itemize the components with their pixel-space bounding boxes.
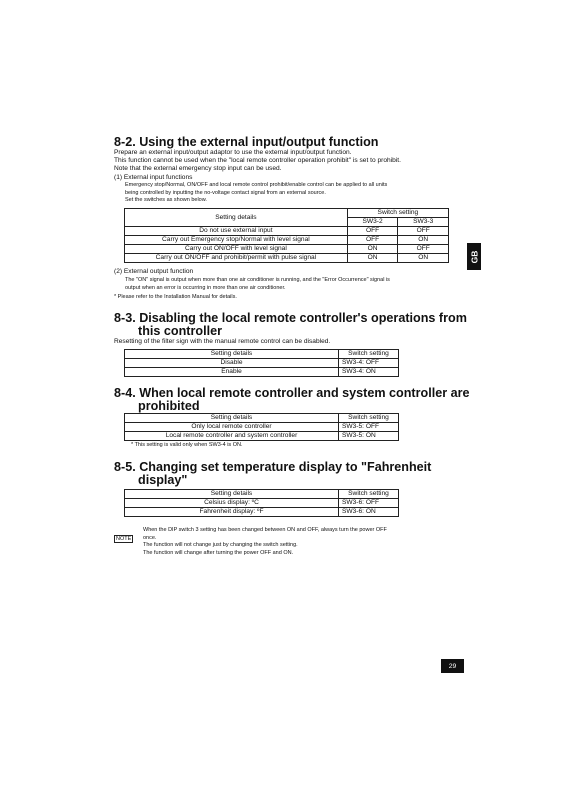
row-detail: Enable bbox=[125, 368, 339, 377]
row-detail: Do not use external input bbox=[125, 227, 348, 236]
note-line: once. bbox=[143, 534, 157, 541]
title-line: prohibited bbox=[138, 399, 200, 413]
section-8-4-footnote: * This setting is valid only when SW3-4 is ON. bbox=[131, 442, 243, 448]
note-line: When the DIP switch 3 setting has been changed between ON and OFF, always turn the power OFF bbox=[143, 527, 387, 533]
external-input-table bbox=[124, 208, 449, 263]
title-line: display" bbox=[138, 473, 188, 487]
title-line: 8-5. Changing set temperature display to "Fahrenheit bbox=[114, 460, 432, 474]
refer-note: * Please refer to the Installation Manual for details. bbox=[114, 294, 237, 300]
row-switch: SW3-4: ON bbox=[339, 368, 399, 377]
table-row bbox=[125, 432, 399, 441]
row-detail: Only local remote controller bbox=[125, 423, 339, 432]
desc-line: The "ON" signal is output when more than one air conditioner is running, and the "Error Occurrence" signal is bbox=[125, 277, 390, 283]
note-line: The function will change after turning the power OFF and ON. bbox=[143, 549, 294, 556]
row-switch: SW3-5: ON bbox=[339, 432, 399, 441]
desc-line: being controlled by inputting the no-voltage contact signal from an external source. bbox=[125, 189, 326, 196]
row-switch: SW3-6: ON bbox=[339, 508, 399, 517]
note-text bbox=[143, 527, 463, 557]
row-switch: SW3-6: OFF bbox=[339, 499, 399, 508]
desc-line: output when an error is occurring in more than one air conditioner. bbox=[125, 284, 286, 291]
output-heading: (2) External output function bbox=[114, 268, 194, 275]
row-detail: Carry out ON/OFF with level signal bbox=[125, 245, 348, 254]
row-switch: SW3-4: OFF bbox=[339, 359, 399, 368]
section-8-2-intro bbox=[114, 149, 459, 182]
header-switch-setting: Switch setting bbox=[347, 209, 448, 218]
table-row bbox=[125, 236, 449, 245]
filter-sign-table bbox=[124, 349, 399, 377]
title-line: this controller bbox=[138, 324, 222, 338]
section-8-4-title bbox=[114, 387, 470, 413]
section-8-3-intro: Resetting of the filter sign with the manual remote control can be disabled. bbox=[114, 338, 331, 345]
row-switch: SW3-5: OFF bbox=[339, 423, 399, 432]
header-sw3-2: SW3-2 bbox=[347, 218, 398, 227]
table-row bbox=[125, 423, 399, 432]
intro-line: Prepare an external input/output adaptor to use the external input/output function. bbox=[114, 149, 352, 156]
title-line: 8-3. Disabling the local remote controller's operations from bbox=[114, 311, 467, 325]
header-switch-setting: Switch setting bbox=[339, 350, 399, 359]
prohibit-table bbox=[124, 413, 399, 441]
row-detail: Fahrenheit display: ºF bbox=[125, 508, 339, 517]
intro-line: This function cannot be used when the "local remote controller operation prohibit" is set to prohibit. bbox=[114, 157, 401, 165]
table-row bbox=[125, 245, 449, 254]
section-8-3-title bbox=[114, 312, 467, 338]
row-sw3-2: OFF bbox=[347, 227, 398, 236]
language-tab bbox=[467, 243, 481, 270]
title-line: 8-4. When local remote controller and system controller are bbox=[114, 386, 470, 400]
input-heading: (1) External input functions bbox=[114, 173, 193, 181]
header-switch-setting: Switch setting bbox=[339, 490, 399, 499]
table-row bbox=[125, 227, 449, 236]
intro-line: Note that the external emergency stop input can be used. bbox=[114, 165, 282, 173]
header-setting-details: Setting details bbox=[125, 414, 339, 423]
row-detail: Carry out ON/OFF and prohibit/permit with pulse signal bbox=[125, 254, 348, 263]
row-detail: Carry out Emergency stop/Normal with level signal bbox=[125, 236, 348, 245]
header-setting-details: Setting details bbox=[125, 490, 339, 499]
row-detail: Local remote controller and system controller bbox=[125, 432, 339, 441]
table-row bbox=[125, 368, 399, 377]
table-row bbox=[125, 359, 399, 368]
table-row bbox=[125, 508, 399, 517]
row-detail: Disable bbox=[125, 359, 339, 368]
note-tag: NOTE bbox=[116, 536, 132, 542]
row-sw3-2: ON bbox=[347, 245, 398, 254]
header-setting-details: Setting details bbox=[125, 209, 348, 227]
header-sw3-3: SW3-3 bbox=[398, 218, 449, 227]
header-switch-setting: Switch setting bbox=[339, 414, 399, 423]
table-row bbox=[125, 254, 449, 263]
note-line: The function will not change just by changing the switch setting. bbox=[143, 542, 298, 549]
desc-line: Emergency stop/Normal, ON/OFF and local remote control prohibit/enable control can be applied to all units bbox=[125, 182, 388, 188]
row-sw3-3: OFF bbox=[398, 245, 449, 254]
row-sw3-3: ON bbox=[398, 254, 449, 263]
temperature-display-table bbox=[124, 489, 399, 517]
desc-line: Set the switches as shown below. bbox=[125, 197, 207, 204]
row-sw3-2: OFF bbox=[347, 236, 398, 245]
header-setting-details: Setting details bbox=[125, 350, 339, 359]
section-8-5-title bbox=[114, 461, 431, 487]
row-sw3-3: OFF bbox=[398, 227, 449, 236]
language-tab-label: GB bbox=[469, 250, 479, 263]
page-number: 29 bbox=[441, 659, 464, 673]
table-row bbox=[125, 499, 399, 508]
row-sw3-2: ON bbox=[347, 254, 398, 263]
row-sw3-3: ON bbox=[398, 236, 449, 245]
output-description bbox=[125, 277, 460, 292]
row-detail: Celsius display: ºC bbox=[125, 499, 339, 508]
input-description bbox=[125, 182, 460, 205]
section-8-2-title: 8-2. Using the external input/output function bbox=[114, 135, 379, 149]
note-block bbox=[114, 527, 133, 545]
